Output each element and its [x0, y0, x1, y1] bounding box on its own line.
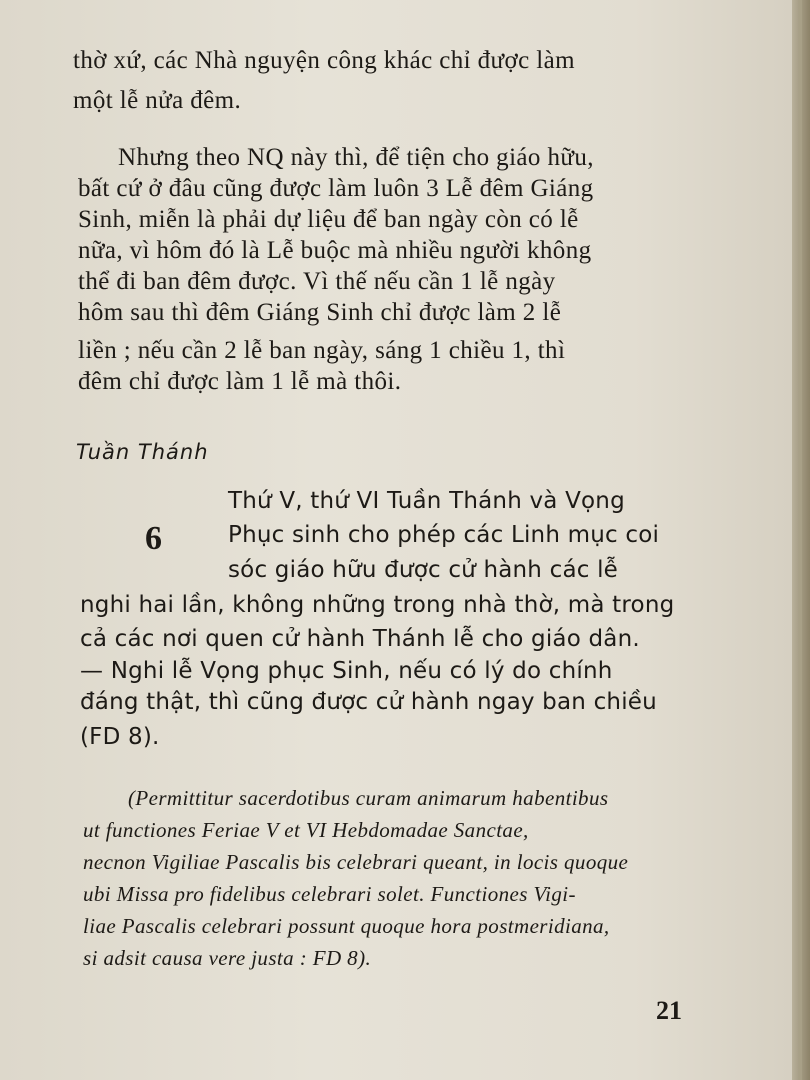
- text-line: cả các nơi quen cử hành Thánh lễ cho giáo dân.: [80, 626, 640, 652]
- section-number: 6: [145, 520, 162, 557]
- text-line: thể đi ban đêm được. Vì thế nếu cần 1 lễ ngày: [78, 268, 556, 295]
- text-line: Phục sinh cho phép các Linh mục coi: [228, 522, 660, 548]
- latin-line: necnon Vigiliae Pascalis bis celebrari queant, in locis quoque: [83, 850, 629, 874]
- text-line: liền ; nếu cần 2 lễ ban ngày, sáng 1 chiều 1, thì: [78, 337, 566, 364]
- text-line: Sinh, miễn là phải dự liệu để ban ngày còn có lễ: [78, 206, 579, 233]
- text-line: — Nghi lễ Vọng phục Sinh, nếu có lý do chính: [80, 658, 613, 684]
- section-heading: Tuần Thánh: [76, 440, 209, 464]
- text-line: đáng thật, thì cũng được cử hành ngay ban chiều: [80, 689, 657, 715]
- page-edge-stripe: [799, 0, 802, 1080]
- text-line: Thứ V, thứ VI Tuần Thánh và Vọng: [228, 488, 625, 514]
- latin-line: liae Pascalis celebrari possunt quoque hora postmeridiana,: [83, 914, 610, 938]
- latin-line: ubi Missa pro fidelibus celebrari solet. Functiones Vigi-: [83, 882, 576, 906]
- page-number: 21: [656, 996, 682, 1025]
- text-line: sóc giáo hữu được cử hành các lễ: [228, 557, 619, 583]
- text-line: hôm sau thì đêm Giáng Sinh chỉ được làm 2 lễ: [78, 299, 562, 326]
- text-line: nữa, vì hôm đó là Lễ buộc mà nhiều người không: [78, 237, 592, 264]
- text-line: một lễ nửa đêm.: [73, 87, 242, 114]
- text-line: (FD 8).: [80, 724, 160, 750]
- latin-line: ut functiones Feriae V et VI Hebdomadae Sanctae,: [83, 818, 529, 842]
- text-line: bất cứ ở đâu cũng được làm luôn 3 Lễ đêm Giáng: [78, 175, 594, 202]
- text-line: Nhưng theo NQ này thì, để tiện cho giáo hữu,: [118, 144, 594, 171]
- text-line: đêm chỉ được làm 1 lễ mà thôi.: [78, 368, 402, 395]
- text-line: nghi hai lần, không những trong nhà thờ, mà trong: [80, 592, 675, 618]
- latin-line: (Permittitur sacerdotibus curam animarum habentibus: [128, 786, 609, 810]
- latin-line: si adsit causa vere justa : FD 8).: [83, 946, 372, 970]
- text-line: thờ xứ, các Nhà nguyện công khác chỉ được làm: [73, 47, 575, 74]
